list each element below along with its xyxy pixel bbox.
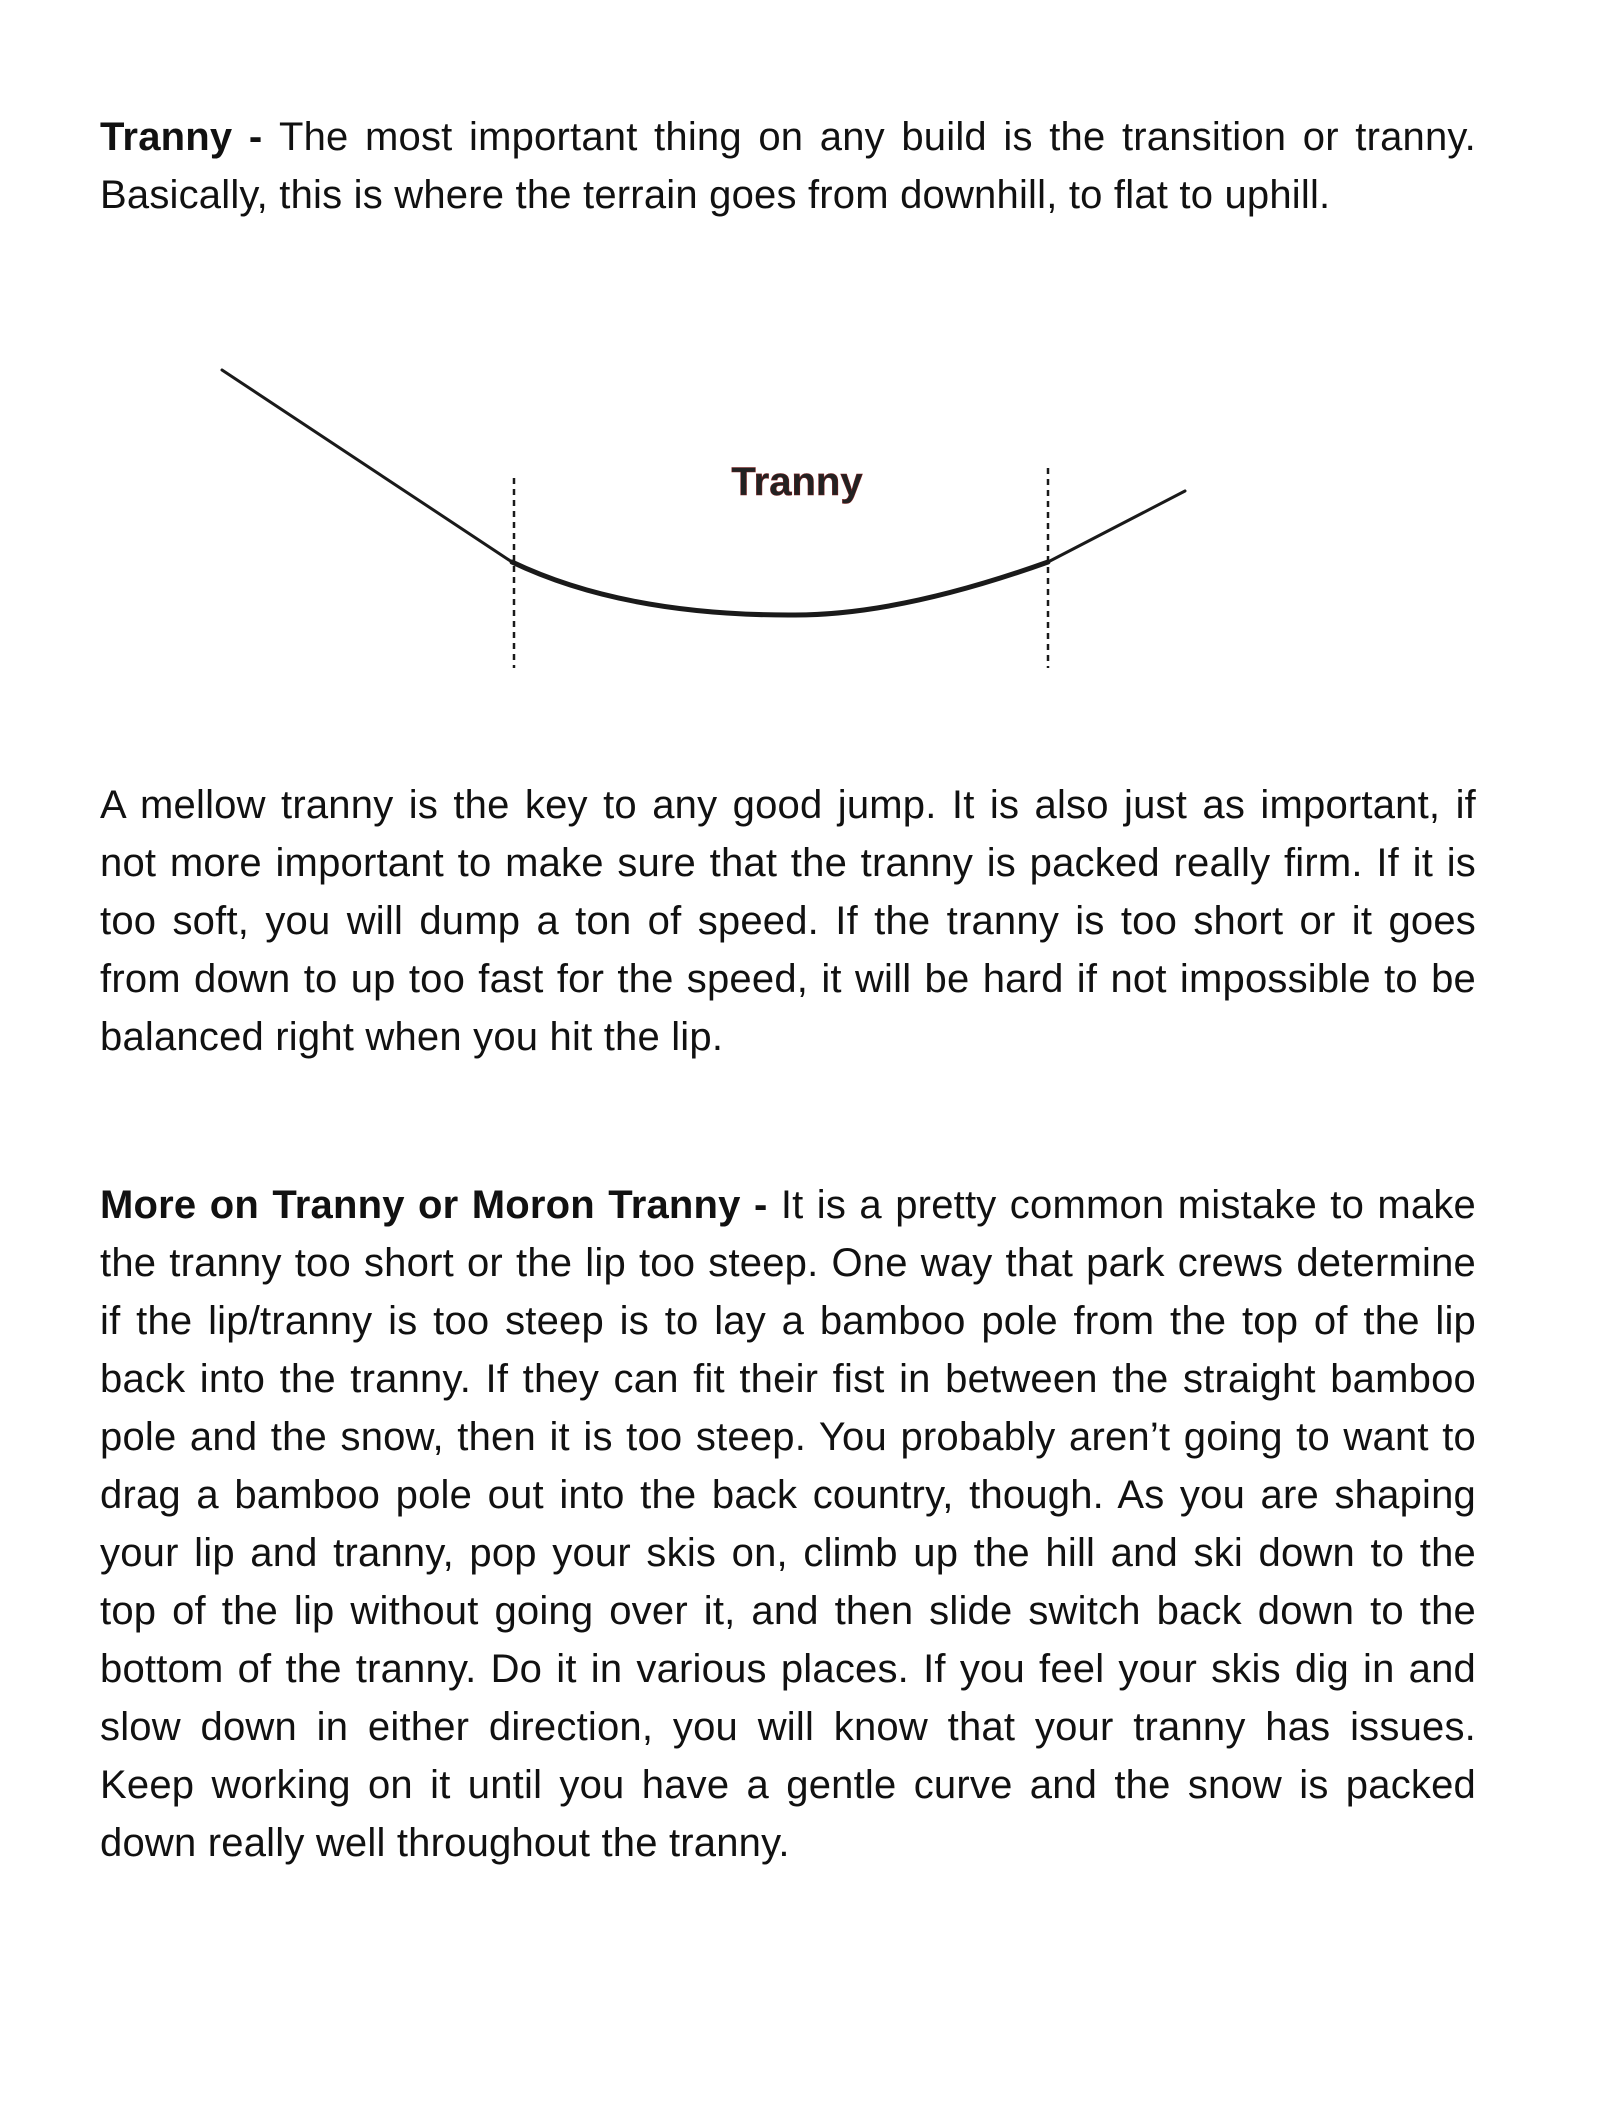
heading-tranny: Tranny xyxy=(100,115,233,159)
paragraph-mellow-body: A mellow tranny is the key to any good jump. It is also just as important, if not more important to make sure that the tranny is packed really firm. If it is too soft, you will dump a ton of speed. If the tranny is too short or it goes from down to up too fast for the speed, it will be hard if not impossible to be balanced right when you hit the lip. xyxy=(100,783,1476,1059)
diagram-label-tranny: Tranny xyxy=(731,460,863,504)
paragraph-mellow-tranny xyxy=(100,776,1476,1066)
heading-moron-tranny: More on Tranny or Moron Tranny xyxy=(100,1183,741,1227)
paragraph-tranny xyxy=(100,108,1476,224)
paragraph-moron-body: It is a pretty common mistake to make the tranny too short or the lip too steep. One way that park crews determine if the lip/tranny is too steep is to lay a bamboo pole from the top of the lip back into the tranny. If they can fit their fist in between the straight bamboo pole and the snow, then it is too steep. You probably aren’t going to want to drag a bamboo pole out into the back country, though. As you are shaping your lip and tranny, pop your skis on, climb up the hill and ski down to the top of the lip without going over it, and then slide switch back down to the bottom of the tranny. Do it in various places. If you feel your skis dig in and slow down in either direction, you will know that your tranny has issues. Keep working on it until you have a gentle curve and the snow is packed down really well throughout the tranny. xyxy=(100,1183,1476,1865)
tranny-diagram xyxy=(200,350,1220,680)
heading-separator: - xyxy=(232,115,279,159)
downhill-slope-line xyxy=(222,370,512,562)
heading-separator: - xyxy=(740,1183,781,1227)
uphill-slope-line xyxy=(1048,491,1185,562)
paragraph-tranny-body: The most important thing on any build is the transition or tranny. Basically, this is where the terrain goes from downhill, to flat to uphill. xyxy=(100,115,1476,217)
transition-curve-line xyxy=(512,562,1048,615)
paragraph-moron-tranny xyxy=(100,1176,1476,1872)
